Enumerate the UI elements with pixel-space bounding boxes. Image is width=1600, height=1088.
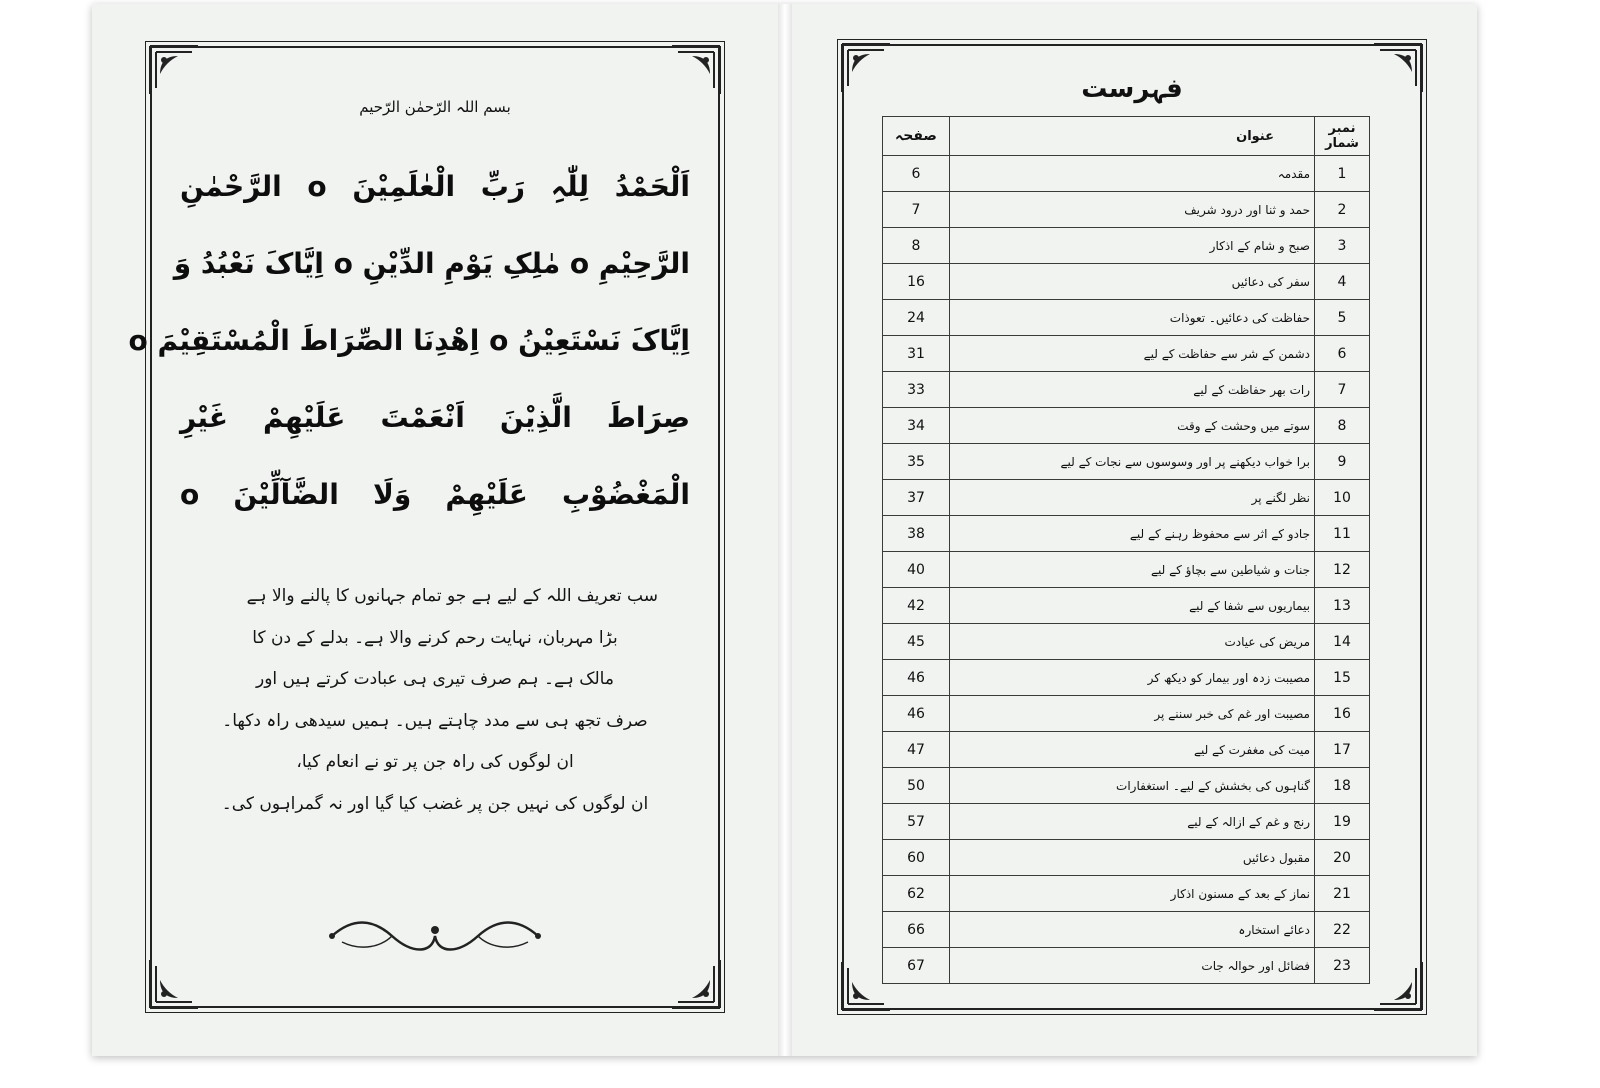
toc-row-page: 6 [883, 156, 950, 192]
toc-row-number: 15 [1315, 660, 1370, 696]
toc-row-title: دعائے استخارہ [950, 912, 1315, 948]
table-row [883, 696, 1370, 732]
toc-row-title: برا خواب دیکھنے پر اور وسوسوں سے نجات کے لیے [950, 444, 1315, 480]
toc-row-number: 9 [1315, 444, 1370, 480]
toc-row-number: 10 [1315, 480, 1370, 516]
table-row [883, 480, 1370, 516]
toc-row-page: 7 [883, 192, 950, 228]
toc-row-page: 37 [883, 480, 950, 516]
toc-row-page: 24 [883, 300, 950, 336]
toc-row-title: فضائل اور حوالہ جات [950, 948, 1315, 984]
toc-row-title: حمد و ثنا اور درود شریف [950, 192, 1315, 228]
bismillah-heading: بسم اللہ الرّحمٰن الرّحیم [359, 98, 511, 116]
translation-line: ان لوگوں کی نہیں جن پر غضب کیا گیا اور نہ گمراہوں کی۔ [221, 793, 649, 814]
table-row [883, 156, 1370, 192]
table-row [883, 228, 1370, 264]
table-of-contents [882, 116, 1370, 984]
toc-row-page: 34 [883, 408, 950, 444]
book-gutter [778, 4, 792, 1056]
toc-row-number: 11 [1315, 516, 1370, 552]
toc-row-page: 42 [883, 588, 950, 624]
toc-row-number: 23 [1315, 948, 1370, 984]
toc-row-title: صبح و شام کے اذکار [950, 228, 1315, 264]
toc-row-page: 66 [883, 912, 950, 948]
toc-row-page: 45 [883, 624, 950, 660]
table-row [883, 552, 1370, 588]
toc-row-page: 50 [883, 768, 950, 804]
toc-row-number: 17 [1315, 732, 1370, 768]
toc-row-page: 60 [883, 840, 950, 876]
table-row [883, 840, 1370, 876]
toc-row-number: 1 [1315, 156, 1370, 192]
toc-row-number: 13 [1315, 588, 1370, 624]
toc-row-number: 21 [1315, 876, 1370, 912]
toc-row-number: 18 [1315, 768, 1370, 804]
toc-row-title: جادو کے اثر سے محفوظ رہنے کے لیے [950, 516, 1315, 552]
toc-row-page: 38 [883, 516, 950, 552]
toc-row-title: مریض کی عیادت [950, 624, 1315, 660]
right-page-border [842, 44, 1422, 1010]
toc-row-title: مصیبت اور غم کی خبر سننے پر [950, 696, 1315, 732]
toc-row-page: 8 [883, 228, 950, 264]
toc-row-page: 35 [883, 444, 950, 480]
toc-row-number: 5 [1315, 300, 1370, 336]
toc-row-page: 47 [883, 732, 950, 768]
arabic-verse-line: اِیَّاکَ نَسْتَعِیْنُ o اِھْدِنَا الصِّرَاطَ الْمُسْتَقِیْمَ o [128, 324, 690, 357]
urdu-translation [212, 576, 658, 825]
toc-row-number: 2 [1315, 192, 1370, 228]
translation-line: سب تعریف اللہ کے لیے ہے جو تمام جہانوں کا پالنے والا ہے [246, 586, 658, 606]
table-row [883, 660, 1370, 696]
toc-row-title: مصیبت زدہ اور بیمار کو دیکھ کر [950, 660, 1315, 696]
toc-row-number: 4 [1315, 264, 1370, 300]
toc-row-page: 46 [883, 660, 950, 696]
table-row [883, 876, 1370, 912]
toc-row-title: میت کی مغفرت کے لیے [950, 732, 1315, 768]
toc-row-title: مقبول دعائیں [950, 840, 1315, 876]
toc-row-page: 31 [883, 336, 950, 372]
corner-ornament-icon [148, 44, 200, 96]
table-row [883, 732, 1370, 768]
toc-row-title: بیماریوں سے شفا کے لیے [950, 588, 1315, 624]
translation-line: ان لوگوں کی راہ جن پر تو نے انعام کیا، [296, 752, 574, 772]
toc-row-number: 3 [1315, 228, 1370, 264]
table-row [883, 768, 1370, 804]
arabic-verse-line: الْمَغْضُوْبِ عَلَیْھِمْ وَلَا الضَّآلِّیْنَ o [180, 478, 690, 511]
toc-body [883, 156, 1370, 984]
toc-row-number: 16 [1315, 696, 1370, 732]
toc-row-title: نماز کے بعد کے مسنون اذکار [950, 876, 1315, 912]
column-header-title: عنوان [950, 117, 1315, 156]
toc-row-page: 16 [883, 264, 950, 300]
toc-row-page: 40 [883, 552, 950, 588]
column-header-page: صفحہ [883, 117, 950, 156]
table-row [883, 948, 1370, 984]
toc-row-number: 8 [1315, 408, 1370, 444]
table-row [883, 300, 1370, 336]
toc-row-page: 33 [883, 372, 950, 408]
toc-row-title: رات بھر حفاظت کے لیے [950, 372, 1315, 408]
toc-row-page: 62 [883, 876, 950, 912]
table-row [883, 516, 1370, 552]
table-row [883, 372, 1370, 408]
table-row [883, 408, 1370, 444]
table-row [883, 192, 1370, 228]
toc-row-title: رنج و غم کے ازالہ کے لیے [950, 804, 1315, 840]
toc-row-number: 20 [1315, 840, 1370, 876]
table-row [883, 912, 1370, 948]
toc-row-number: 22 [1315, 912, 1370, 948]
table-row [883, 804, 1370, 840]
toc-header-row [883, 117, 1370, 156]
column-header-number: نمبر شمار [1315, 117, 1370, 156]
toc-row-title: دشمن کے شر سے حفاظت کے لیے [950, 336, 1315, 372]
corner-ornament-icon [148, 958, 200, 1010]
toc-row-page: 67 [883, 948, 950, 984]
table-row [883, 264, 1370, 300]
table-row [883, 588, 1370, 624]
table-row [883, 624, 1370, 660]
arabic-verse-line: صِرَاطَ الَّذِیْنَ اَنْعَمْتَ عَلَیْھِمْ غَیْرِ [180, 401, 690, 434]
corner-ornament-icon [670, 958, 722, 1010]
arabic-verse-line: اَلْحَمْدُ لِلّٰہِ رَبِّ الْعٰلَمِیْنَ o الرَّحْمٰنِ [180, 170, 690, 203]
corner-ornament-icon [670, 44, 722, 96]
translation-line: مالک ہے۔ ہم صرف تیری ہی عبادت کرتے ہیں اور [256, 669, 614, 689]
toc-row-page: 57 [883, 804, 950, 840]
surah-fatiha-arabic [128, 148, 690, 533]
toc-row-title: گناہوں کی بخشش کے لیے۔ استغفارات [950, 768, 1315, 804]
corner-ornament-icon [1372, 960, 1424, 1012]
toc-row-number: 6 [1315, 336, 1370, 372]
toc-row-title: جنات و شیاطین سے بچاؤ کے لیے [950, 552, 1315, 588]
toc-row-number: 12 [1315, 552, 1370, 588]
translation-line: صرف تجھ ہی سے مدد چاہتے ہیں۔ ہمیں سیدھی راہ دکھا۔ [222, 710, 648, 731]
toc-row-title: نظر لگنے پر [950, 480, 1315, 516]
toc-row-number: 19 [1315, 804, 1370, 840]
open-book [92, 4, 1477, 1056]
flourish-ornament-icon [322, 916, 548, 956]
arabic-verse-line: الرَّحِیْمِ o مٰلِکِ یَوْمِ الدِّیْنِ o اِیَّاکَ نَعْبُدُ وَ [173, 247, 690, 280]
toc-row-number: 14 [1315, 624, 1370, 660]
toc-title: فہرست [1081, 74, 1183, 104]
table-row [883, 336, 1370, 372]
toc-row-title: مقدمہ [950, 156, 1315, 192]
table-row [883, 444, 1370, 480]
toc-row-number: 7 [1315, 372, 1370, 408]
right-page [792, 4, 1477, 1056]
translation-line: بڑا مہربان، نہایت رحم کرنے والا ہے۔ بدلے کے دن کا [252, 627, 618, 648]
toc-row-title: سوتے میں وحشت کے وقت [950, 408, 1315, 444]
toc-row-title: سفر کی دعائیں [950, 264, 1315, 300]
left-page [92, 4, 778, 1056]
left-page-border [128, 46, 720, 1008]
toc-row-page: 46 [883, 696, 950, 732]
toc-row-title: حفاظت کی دعائیں۔ تعوذات [950, 300, 1315, 336]
